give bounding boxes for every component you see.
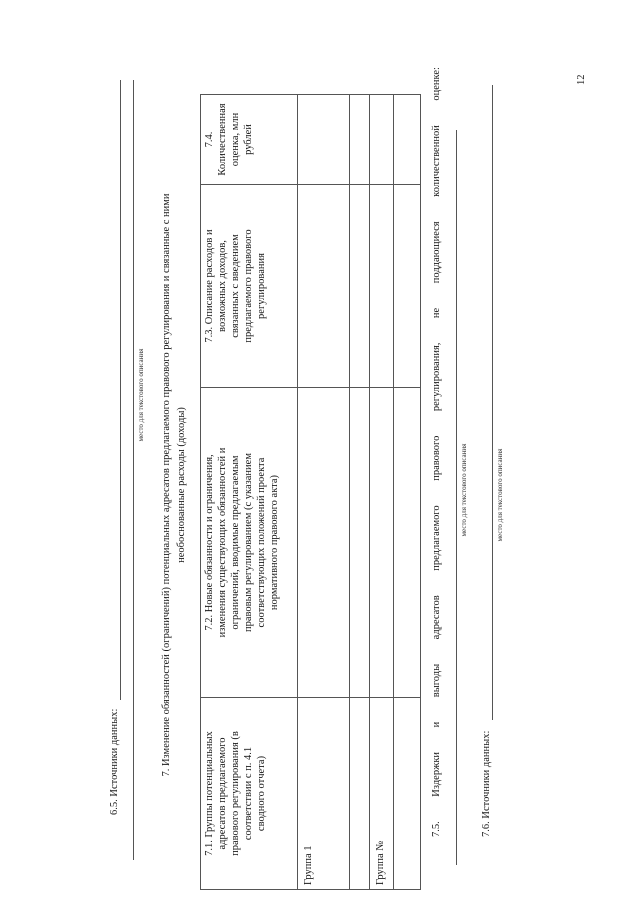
page-number: 12 [576, 74, 587, 85]
table-cell [394, 698, 421, 890]
table-cell [370, 185, 394, 388]
obligations-table [200, 94, 421, 890]
header-7-4: 7.4. Количественная оценка, млн рублей [201, 95, 298, 185]
table-row [350, 95, 370, 890]
table-cell [298, 388, 350, 698]
section-7-title-line2: необоснованные расходы (доходы) [176, 407, 187, 563]
table-cell [394, 185, 421, 388]
table-cell [370, 388, 394, 698]
table-cell: Группа № [370, 698, 394, 890]
table-cell [298, 185, 350, 388]
section-7-title-line1: 7. Изменение обязанностей (ограничений) потенциальных адресатов предлагаемого правового регулирования и связанные с ними [161, 193, 172, 777]
table-header-row [201, 95, 298, 890]
section-6-5-line [133, 80, 134, 860]
table-cell [350, 95, 370, 185]
section-7-5-caption: место для текстового описания [460, 443, 468, 537]
section-7-6-label: 7.6. Источники данных: [481, 730, 492, 837]
table-cell [370, 95, 394, 185]
table-cell [394, 388, 421, 698]
header-7-3: 7.3. Описание расходов и возможных доходов, связанных с введением предлагаемого правового регулирования [201, 185, 298, 388]
table-row [298, 95, 350, 890]
header-7-2: 7.2. Новые обязанности и ограничения, изменения существующих обязанностей и ограничений, вводимые предлагаемым правовым регулированием (с указанием соответствующих положений проекта нормативного правового акта) [201, 388, 298, 698]
table-cell [394, 95, 421, 185]
table-row [370, 95, 394, 890]
table-cell [350, 185, 370, 388]
section-7-5-text: 7.5. Издержки и выгоды адресатов предлагаемого правового регулирования, не поддающиеся количественной оценке: [431, 67, 442, 837]
table-cell [350, 388, 370, 698]
table-cell [298, 95, 350, 185]
section-6-5-caption: место для текстового описания [137, 348, 145, 442]
table-cell: Группа 1 [298, 698, 350, 890]
table-cell [350, 698, 370, 890]
section-6-5-underline [120, 80, 121, 700]
section-7-6-caption: место для текстового описания [496, 448, 504, 542]
table-row [394, 95, 421, 890]
header-7-1: 7.1. Группы потенциальных адресатов предлагаемого правового регулирования (в соответствии с п. 4.1 сводного отчета) [201, 698, 298, 890]
section-7-5-line [456, 130, 457, 865]
section-6-5-label: 6.5. Источники данных: [109, 708, 120, 815]
section-7-6-line [492, 85, 493, 720]
